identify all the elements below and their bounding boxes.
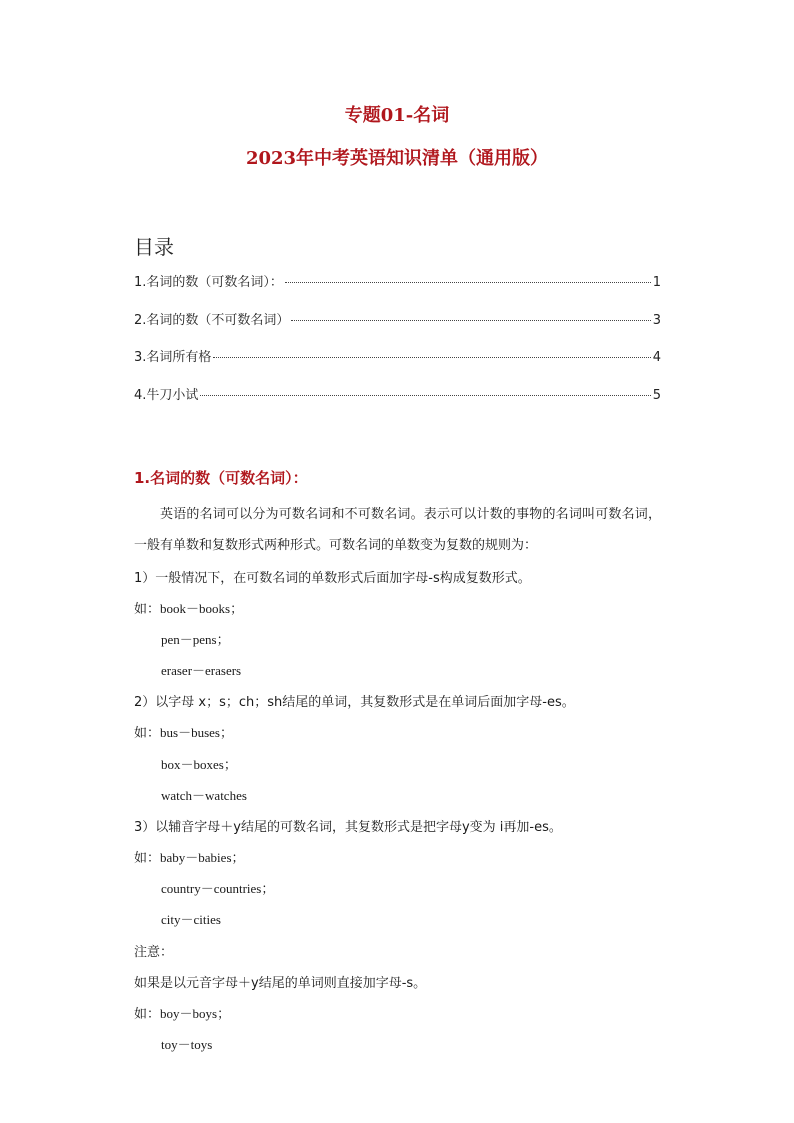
example-line <box>134 1003 230 1022</box>
section-heading: 1.名词的数（可数名词）： <box>134 469 308 487</box>
toc-item-label: 2.名词的数（不可数名词） <box>134 313 290 328</box>
example-word: city－cities <box>161 912 221 927</box>
example-prefix: 如： <box>134 851 161 866</box>
example-prefix: 如： <box>134 1007 161 1022</box>
toc-leader-dots <box>213 357 650 358</box>
toc-item[interactable] <box>134 384 661 404</box>
toc-leader-dots <box>285 282 651 283</box>
toc-item-page: 5 <box>652 388 661 403</box>
example-line <box>134 598 243 617</box>
toc-item[interactable] <box>134 271 661 291</box>
example-word: bus－buses； <box>160 725 233 740</box>
example-word: book－books； <box>160 601 244 616</box>
note-label: 注意： <box>134 945 174 960</box>
example-word: toy－toys <box>161 1037 213 1052</box>
example-line <box>134 847 245 866</box>
toc-item-page: 1 <box>652 275 661 290</box>
document-title: 专题01-名词 <box>344 105 450 126</box>
toc-item-page: 3 <box>652 313 661 328</box>
example-word: country－countries； <box>161 881 275 896</box>
rule-text: 1）一般情况下，在可数名词的单数形式后面加字母-s构成复数形式。 <box>134 571 531 586</box>
example-word: box－boxes； <box>161 757 237 772</box>
rule-text: 3）以辅音字母＋y结尾的可数名词，其复数形式是把字母y变为 i再加-es。 <box>134 820 562 835</box>
example-word: watch－watches <box>161 788 247 803</box>
toc-item-label: 3.名词所有格 <box>134 350 212 365</box>
example-word: boy－boys； <box>160 1006 231 1021</box>
toc-heading: 目录 <box>134 235 174 259</box>
rule-text: 2）以字母 x；s；ch；sh结尾的单词，其复数形式是在单词后面加字母-es。 <box>134 695 575 710</box>
toc-leader-dots <box>200 395 650 396</box>
note-text: 如果是以元音字母＋y结尾的单词则直接加字母-s。 <box>134 976 427 991</box>
example-prefix: 如： <box>134 726 161 741</box>
toc-item[interactable] <box>134 309 661 329</box>
toc-item-label: 1.名词的数（可数名词）： <box>134 275 283 290</box>
toc-item-label: 4.牛刀小试 <box>134 388 199 403</box>
document-subtitle: 2023年中考英语知识清单（通用版） <box>245 148 549 169</box>
toc-leader-dots <box>291 320 650 321</box>
toc-item-page: 4 <box>652 350 661 365</box>
example-prefix: 如： <box>134 602 161 617</box>
example-word: pen－pens； <box>161 632 230 647</box>
toc-item[interactable] <box>134 346 661 366</box>
example-word: eraser－erasers <box>161 663 242 678</box>
example-line <box>134 722 233 741</box>
example-word: baby－babies； <box>160 850 245 865</box>
intro-paragraph: 英语的名词可以分为可数名词和不可数名词。表示可以计数的事物的名词叫可数名词，一般有单数和复数形式两种形式。可数名词的单数变为复数的规则为： <box>134 507 661 553</box>
